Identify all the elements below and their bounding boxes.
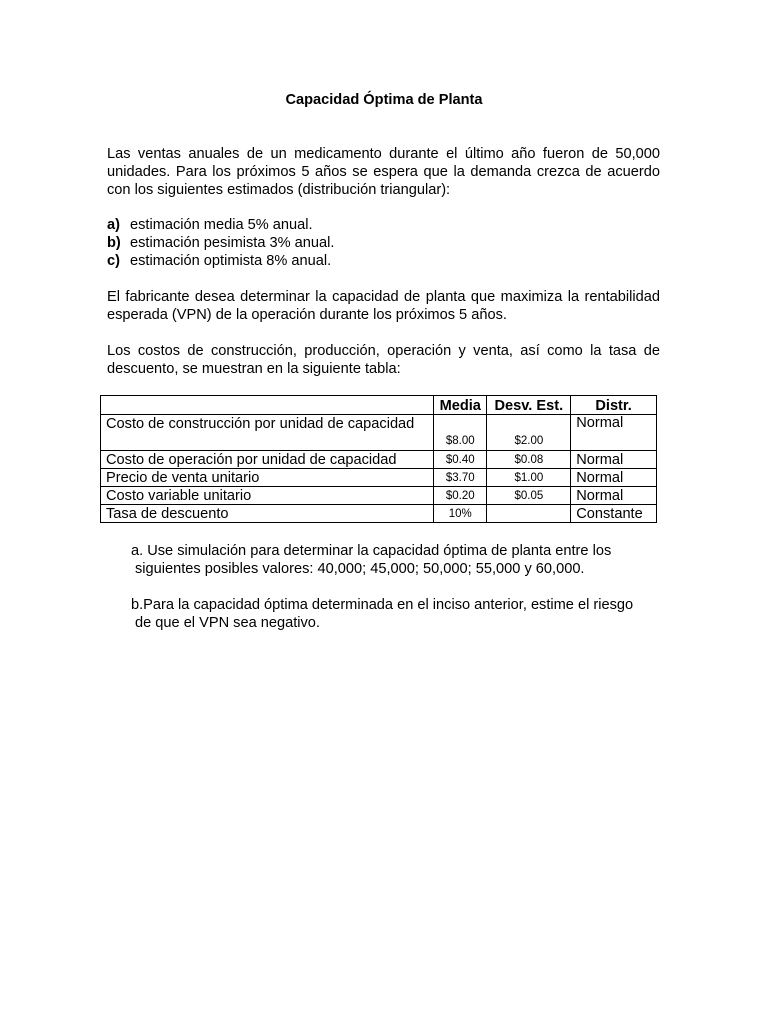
table-cell-distr: Normal xyxy=(571,451,657,469)
question-b-line1: b.Para la capacidad óptima determinada en el inciso anterior, estime el riesgo xyxy=(131,597,634,613)
table-cell-concept: Precio de venta unitario xyxy=(101,469,434,487)
estimates-list xyxy=(107,217,334,270)
list-marker: b) xyxy=(107,234,121,251)
table-cell-desv: $0.05 xyxy=(487,487,571,505)
table-intro-paragraph: Los costos de construcción, producción, operación y venta, así como la tasa de descuento, se muestran en la siguiente tabla: xyxy=(107,343,660,377)
list-marker: c) xyxy=(107,252,120,269)
document-title: Capacidad Óptima de Planta xyxy=(285,92,483,108)
table-header-distr: Distr. xyxy=(571,396,657,415)
table-header-blank xyxy=(101,396,434,415)
table-cell-concept: Costo de operación por unidad de capacidad xyxy=(101,451,434,469)
table-cell-media: $8.00 xyxy=(434,415,487,451)
question-b xyxy=(131,597,660,633)
table-cell-distr: Normal xyxy=(571,469,657,487)
list-marker: a) xyxy=(107,217,120,233)
table-row xyxy=(101,469,657,487)
cost-table xyxy=(100,395,657,523)
table-cell-distr: Normal xyxy=(571,487,657,505)
table-cell-desv: $1.00 xyxy=(487,469,571,487)
question-b-line2: de que el VPN sea negativo. xyxy=(135,614,320,631)
list-item xyxy=(107,217,334,235)
table-cell-media: 10% xyxy=(434,505,487,523)
list-item xyxy=(107,253,334,271)
table-cell-concept: Costo variable unitario xyxy=(101,487,434,505)
table-cell-distr: Normal xyxy=(571,415,657,451)
question-a xyxy=(131,543,660,579)
table-row xyxy=(101,505,657,523)
list-item-text: estimación optimista 8% anual. xyxy=(130,252,332,269)
table-row xyxy=(101,451,657,469)
table-cell-media: $0.40 xyxy=(434,451,487,469)
table-cell-media: $3.70 xyxy=(434,469,487,487)
table-cell-concept: Tasa de descuento xyxy=(101,505,434,523)
list-item xyxy=(107,235,334,253)
objective-paragraph: El fabricante desea determinar la capacidad de planta que maximiza la rentabilidad esperada (VPN) de la operación durante los próximos 5 años. xyxy=(107,289,660,323)
question-a-line2: siguientes posibles valores: 40,000; 45,000; 50,000; 55,000 y 60,000. xyxy=(135,560,585,577)
intro-paragraph: Las ventas anuales de un medicamento durante el último año fueron de 50,000 unidades. Para los próximos 5 años se espera que la demanda crezca de acuerdo con los siguientes estimados (distribución triangular): xyxy=(107,146,660,198)
table-cell-desv xyxy=(487,505,571,523)
list-item-text: estimación media 5% anual. xyxy=(130,217,313,233)
table-header-media: Media xyxy=(434,396,487,415)
table-cell-media: $0.20 xyxy=(434,487,487,505)
table-row xyxy=(101,487,657,505)
table-header-desv: Desv. Est. xyxy=(487,396,571,415)
table-cell-distr: Constante xyxy=(571,505,657,523)
table-row xyxy=(101,415,657,451)
list-item-text: estimación pesimista 3% anual. xyxy=(130,234,335,251)
table-cell-desv: $0.08 xyxy=(487,451,571,469)
table-cell-desv: $2.00 xyxy=(487,415,571,451)
table-cell-concept: Costo de construcción por unidad de capacidad xyxy=(101,415,434,451)
table-header-row xyxy=(101,396,657,415)
question-a-line1: a. Use simulación para determinar la capacidad óptima de planta entre los xyxy=(131,543,612,559)
